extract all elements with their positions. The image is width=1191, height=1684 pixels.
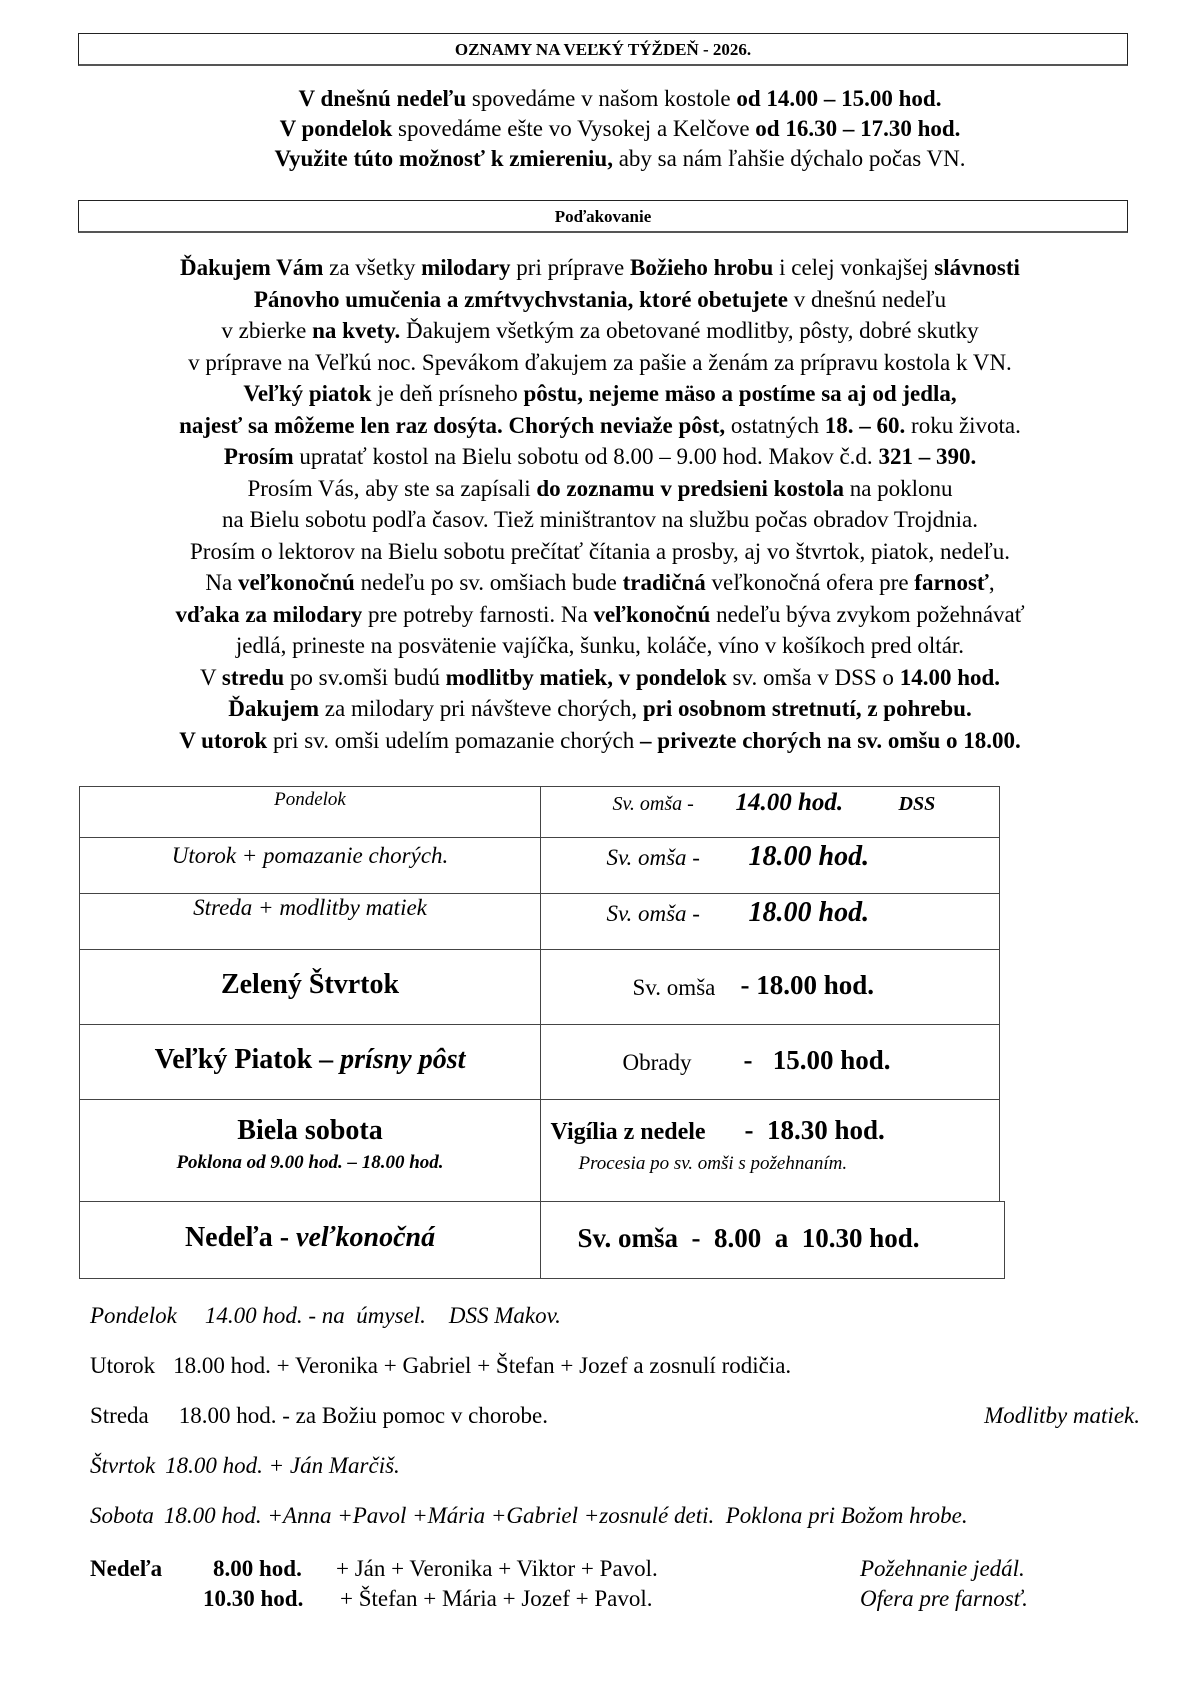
text: v dnešnú nedeľu	[787, 286, 947, 312]
day-label: Biela sobota	[237, 1115, 383, 1146]
service-cell	[540, 1099, 1000, 1202]
service-label: Sv. omša -	[612, 793, 694, 815]
intention-item	[90, 1403, 1140, 1429]
text: spovedáme v našom kostole	[466, 86, 737, 111]
text-bold: Božieho hrobu	[629, 255, 774, 280]
text-bold: Využite túto možnosť k zmiereniu,	[274, 146, 613, 171]
intention-item	[90, 1586, 1090, 1616]
day-label: Zelený Štvrtok	[220, 969, 400, 1000]
text: Prosím o lektorov na Bielu sobotu prečítať čítania a prosby, aj vo štvrtok, piatok, nedeľu.	[190, 538, 1010, 564]
text-bold: vďaka za milodary	[175, 601, 363, 627]
text-bold: V pondelok	[279, 116, 393, 141]
thanks-line	[60, 473, 1140, 505]
text-bold: Ďakujem	[228, 696, 320, 721]
thanks-line	[60, 630, 1140, 662]
table-row	[79, 1201, 1005, 1279]
day-label: Utorok + pomazanie chorých.	[171, 843, 449, 868]
intention-day: Sobota	[90, 1503, 154, 1528]
service-cell	[540, 1201, 1005, 1279]
text: aby sa nám ľahšie dýchalo počas VN.	[612, 146, 966, 171]
text: veľkonočná ofera pre	[705, 570, 915, 595]
thanks-line	[60, 693, 1140, 725]
service-label: Sv. omša	[632, 975, 716, 1000]
text-bold: od 14.00 – 15.00 hod.	[736, 86, 942, 111]
intention-day: Štvrtok	[90, 1453, 156, 1478]
section-header: Poďakovanie	[554, 207, 652, 226]
text-bold: do zoznamu v predsieni kostola	[536, 475, 844, 501]
table-row	[79, 893, 1000, 950]
service-sublabel: Procesia po sv. omši s požehnaním.	[578, 1153, 848, 1174]
intention-text: + Štefan + Mária + Jozef + Pavol.	[340, 1586, 653, 1611]
text-bold: 321 – 390.	[878, 444, 977, 469]
service-label: Sv. omša - 8.00 a 10.30 hod.	[577, 1223, 920, 1253]
service-time: 18.00 hod.	[748, 841, 870, 872]
day-label	[80, 1044, 540, 1076]
text: po sv.omši budú	[284, 664, 446, 690]
text: na poklonu	[843, 475, 953, 501]
thanks-line	[60, 410, 1140, 442]
text: jedlá, prineste na posvätenie vajíčka, šunku, koláče, víno v košíkoch pred oltár.	[235, 633, 965, 658]
table-row	[79, 786, 1000, 838]
table-row	[79, 837, 1000, 894]
intention-text: 18.00 hod. + Ján Marčiš.	[165, 1453, 400, 1478]
intention-text: 18.00 hod. - za Božiu pomoc v chorobe.	[178, 1403, 548, 1428]
thanks-line	[60, 662, 1140, 694]
thanks-paragraph	[60, 252, 1140, 756]
text-bold: slávnosti	[934, 255, 1020, 280]
service-location: DSS	[898, 793, 936, 815]
service-cell	[540, 837, 1000, 894]
section-header-box	[78, 200, 1128, 233]
text: Na	[205, 570, 238, 595]
thanks-line	[60, 378, 1140, 410]
thanks-line	[60, 599, 1140, 631]
text-bold: milodary	[421, 255, 511, 280]
text-bold: Ďakujem Vám	[180, 255, 324, 280]
service-time: - 15.00 hod.	[743, 1045, 891, 1075]
intention-note: Požehnanie jedál.	[860, 1556, 1025, 1581]
text: za všetky	[323, 255, 422, 280]
text-bold: na kvety.	[312, 318, 401, 343]
intention-text: 18.00 hod. + Veronika + Gabriel + Štefan + Jozef a zosnulí rodičia.	[173, 1353, 792, 1378]
day-cell	[79, 837, 541, 894]
service-cell	[540, 786, 1000, 838]
service-label: Sv. omša -	[606, 845, 700, 870]
text-bold: veľkonočnú	[593, 601, 711, 627]
page-title-box	[78, 33, 1128, 66]
text-bold: modlitby matiek, v pondelok	[445, 664, 727, 690]
text: i celej vonkajšej	[773, 255, 935, 280]
service-time: 14.00 hod.	[735, 789, 844, 816]
text: upratať kostol na Bielu sobotu od 8.00 – 9.00 hod. Makov č.d.	[293, 444, 879, 469]
intention-text: 14.00 hod. - na úmysel. DSS Makov.	[204, 1303, 561, 1328]
intention-item	[90, 1303, 561, 1329]
day-cell	[79, 949, 541, 1025]
text: v príprave na Veľkú noc. Spevákom ďakujem za pašie a ženám za prípravu kostola k VN.	[188, 349, 1012, 375]
service-time: 18.00 hod.	[748, 897, 870, 928]
text-bold: Veľký piatok	[243, 381, 372, 406]
intention-time: 8.00 hod.	[213, 1556, 302, 1581]
thanks-line	[60, 252, 1140, 284]
text: nedeľu býva zvykom požehnávať	[710, 601, 1025, 627]
text: Prosím Vás, aby ste sa zapísali	[247, 475, 537, 501]
table-row	[79, 949, 1000, 1025]
text-bold: tradičná	[622, 570, 706, 595]
day-name: Nedeľa -	[184, 1222, 297, 1253]
intro-line-3	[80, 144, 1160, 174]
text: ,	[988, 570, 995, 595]
thanks-line	[60, 284, 1140, 316]
thanks-line	[60, 441, 1140, 473]
text: Ďakujem všetkým za obetované modlitby, pôsty, dobré skutky	[400, 318, 979, 343]
day-cell	[79, 1201, 541, 1279]
text: pri príprave	[510, 255, 630, 280]
service-time: - 18.30 hod.	[744, 1115, 885, 1145]
day-cell	[79, 1024, 541, 1100]
text-bold: najesť sa môžeme len raz dosýta. Chorých neviaže pôst,	[179, 412, 726, 438]
thanks-line	[60, 315, 1140, 347]
intention-day: Nedeľa	[90, 1556, 163, 1581]
intention-text: 18.00 hod. +Anna +Pavol +Mária +Gabriel +zosnulé deti. Poklona pri Božom hrobe.	[163, 1503, 968, 1528]
text-bold: od 16.30 – 17.30 hod.	[755, 116, 961, 141]
text-bold: V utorok	[179, 727, 268, 753]
table-row	[79, 1024, 1000, 1100]
text: na Bielu sobotu podľa časov. Tiež miništrantov na službu počas obradov Trojdnia.	[222, 507, 978, 532]
intention-time: 10.30 hod.	[203, 1586, 304, 1611]
intro-line-1	[80, 84, 1160, 114]
thanks-line	[60, 347, 1140, 379]
intention-day: Utorok	[90, 1353, 156, 1378]
service-cell	[540, 949, 1000, 1025]
intention-day: Pondelok	[90, 1303, 177, 1328]
thanks-line	[60, 536, 1140, 568]
service-cell	[540, 893, 1000, 950]
day-cell	[79, 786, 541, 838]
text: pre potreby farnosti. Na	[362, 601, 594, 627]
service-cell	[540, 1024, 1000, 1100]
text-bold: farnosť	[914, 570, 989, 595]
text-bold: veľkonočnú	[237, 570, 355, 595]
text-bold: Pánovho umučenia a zmŕtvychvstania, ktoré obetujete	[253, 286, 788, 312]
service-label: Obrady	[622, 1050, 692, 1075]
text: nedeľu po sv. omšiach bude	[354, 570, 623, 595]
text-bold: V dnešnú nedeľu	[298, 86, 467, 111]
intention-day: Streda	[90, 1403, 149, 1428]
intention-text: + Ján + Veronika + Viktor + Pavol.	[336, 1556, 658, 1581]
day-label: Pondelok	[274, 789, 346, 810]
text-bold: 14.00 hod.	[899, 664, 1001, 690]
text-bold: – privezte chorých na sv. omšu o 18.00.	[640, 727, 1021, 753]
text: pri sv. omši udelím pomazanie chorých	[267, 727, 641, 753]
text-bold: stredu	[221, 664, 285, 690]
text-bold: pôstu, nejeme mäso a postíme sa aj od jedla,	[523, 381, 957, 406]
text: spovedáme ešte vo Vysokej a Kelčove	[392, 116, 756, 141]
table-row	[79, 1099, 1000, 1202]
text: sv. omša v DSS o	[726, 664, 900, 690]
intention-item	[90, 1503, 968, 1529]
text: roku života.	[905, 412, 1021, 438]
thanks-line	[60, 567, 1140, 599]
text-bold: 18. – 60.	[824, 412, 906, 438]
intention-item	[90, 1453, 400, 1479]
intention-note: Ofera pre farnosť.	[860, 1586, 1028, 1611]
day-name: Veľký Piatok –	[154, 1044, 341, 1075]
day-sublabel: Poklona od 9.00 hod. – 18.00 hod.	[176, 1152, 444, 1173]
service-label: Sv. omša -	[606, 901, 700, 926]
text: v zbierke	[221, 318, 313, 343]
intention-note: Modlitby matiek.	[984, 1403, 1140, 1428]
service-label: Vigília z nedele	[550, 1119, 706, 1145]
page-title: OZNAMY NA VEĽKÝ TÝŽDEŇ - 2026.	[454, 40, 752, 59]
text-bold: Prosím	[223, 444, 294, 469]
thanks-line	[60, 504, 1140, 536]
intention-item	[90, 1556, 1090, 1582]
service-time: - 18.00 hod.	[740, 970, 875, 1000]
day-cell	[79, 1099, 541, 1202]
thanks-line	[60, 725, 1140, 757]
text-bold: pri osobnom stretnutí, z pohrebu.	[642, 696, 972, 721]
day-label: Streda + modlitby matiek	[193, 895, 427, 920]
day-note: prísny pôst	[340, 1044, 466, 1075]
text: je deň prísneho	[371, 381, 524, 406]
text: za milodary pri návšteve chorých,	[319, 696, 643, 721]
day-cell	[79, 893, 541, 950]
confession-announcement	[80, 84, 1160, 174]
text: ostatných	[725, 412, 825, 438]
day-note: veľkonočná	[296, 1222, 436, 1253]
day-label	[80, 1222, 540, 1254]
intention-item	[90, 1353, 791, 1379]
text: V	[199, 664, 222, 690]
intro-line-2	[80, 114, 1160, 144]
